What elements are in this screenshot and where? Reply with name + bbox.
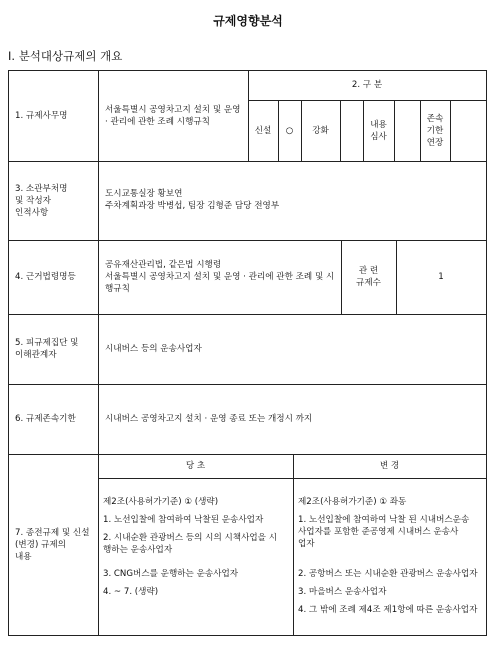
classification-extension-mark xyxy=(450,100,486,161)
related-regulation-count: 1 xyxy=(438,272,444,282)
department-label: 3. 소관부처명 및 작성자 인적사항 xyxy=(15,183,68,218)
before-item-3: 3. CNG버스를 운행하는 운송사업자 xyxy=(103,569,239,579)
regulation-overview-table xyxy=(8,70,487,636)
affected-value: 시내버스 등의 운송사업자 xyxy=(105,344,202,354)
after-title: 제2조(사용허가기준) ① 좌동 xyxy=(298,497,407,507)
after-item-2: 2. 공항버스 또는 시내순환 관광버스 운송사업자 xyxy=(298,569,478,579)
before-header: 당 초 xyxy=(185,461,206,471)
before-item-2: 2. 시내순환 관광버스 등의 시의 시책사업을 시 행하는 운송사업자 xyxy=(103,533,278,555)
department-line-2: 주차계획과장 박병섭, 팀장 김형준 담당 전영부 xyxy=(105,201,280,211)
department-line-1: 도시교통실장 황보연 xyxy=(105,189,183,199)
classification-review: 내용 심사 xyxy=(370,119,387,142)
classification-new-mark: ○ xyxy=(285,125,294,136)
legal-basis-value: 공유재산관리법, 같은법 시행령 서울특별시 공영차고지 설치 및 운영 · 관리에 관한 조례 및 시행규칙 xyxy=(105,260,335,294)
classification-review-mark xyxy=(394,100,420,161)
before-item-1: 1. 노선입찰에 참여하여 낙찰된 운송사업자 xyxy=(103,515,264,525)
affected-label: 5. 피규제집단 및 이해관계자 xyxy=(15,338,79,360)
classification-strengthen: 강화 xyxy=(312,125,329,136)
section-heading: Ⅰ. 분석대상규제의 개요 xyxy=(8,49,123,63)
after-header: 변 경 xyxy=(379,461,400,471)
before-title: 제2조(사용허가기준) ① (생략) xyxy=(103,497,219,507)
duration-label: 6. 규제존속기한 xyxy=(15,414,76,424)
classification-new: 신설 xyxy=(254,125,272,136)
duration-value: 시내버스 공영차고지 설치 · 운영 종료 또는 개정시 까지 xyxy=(105,414,313,424)
after-item-4: 4. 그 밖에 조례 제4조 제1항에 따른 운송사업자 xyxy=(298,605,478,615)
comparison-label: 7. 종전규제 및 신설 (변경) 규제의 내용 xyxy=(15,528,90,562)
regulation-name-label: 1. 규제사무명 xyxy=(15,110,68,121)
classification-header: 2. 구 분 xyxy=(351,80,383,90)
after-item-3: 3. 마을버스 운송사업자 xyxy=(298,587,387,597)
classification-strengthen-mark xyxy=(340,100,363,161)
classification-extension: 존속 기한 연장 xyxy=(426,113,444,148)
related-regulation-label: 관 련 규제수 xyxy=(356,266,381,288)
document-title: 규제영향분석 xyxy=(213,14,283,28)
regulation-name-value: 서울특별시 공영차고지 설치 및 운영 · 관리에 관한 조례 시행규칙 xyxy=(105,104,241,127)
legal-basis-label: 4. 근거법령명등 xyxy=(15,272,76,282)
before-item-4: 4. ~ 7. (생략) xyxy=(103,587,159,597)
after-item-1: 1. 노선입찰에 참여하여 낙찰 된 시내버스운송 사업자를 포함한 준공영제 시내버스 운송사 업자 xyxy=(298,515,470,549)
